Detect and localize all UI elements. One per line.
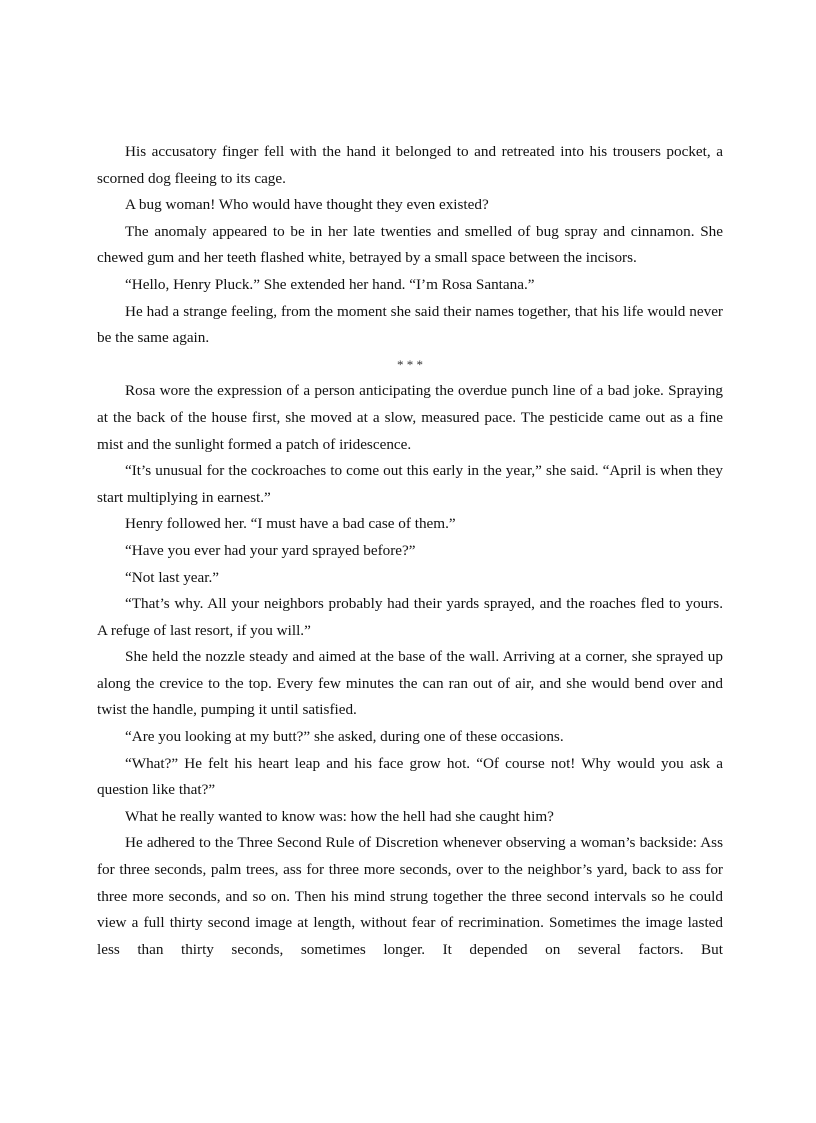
paragraph: “It’s unusual for the cockroaches to come out this early in the year,” she said. “April is when they start multiplying in earnest.” <box>97 462 723 506</box>
paragraph: She held the nozzle steady and aimed at the base of the wall. Arriving at a corner, she sprayed up along the crevice to the top. Every few minutes the can ran out of air, and she would bend over and twist the handle, pumping it until satisfied. <box>97 648 723 719</box>
paragraph: “Not last year.” <box>125 568 220 586</box>
paragraph: His accusatory finger fell with the hand it belonged to and retreated into his trousers pocket, a scorned dog fleeing to its cage. <box>97 143 723 187</box>
paragraph: He adhered to the Three Second Rule of Discretion whenever observing a woman’s backside: Ass for three seconds, palm trees, ass for three more seconds, over to the neighbor’s yard, back to ass for three more seconds, and so on. Then his mind strung together the three second intervals so he could view a full thirty second image at length, without fear of recrimination. Sometimes the image lasted less than thirty seconds, sometimes longer. It depended on several factors. But <box>97 834 723 958</box>
paragraph: Henry followed her. “I must have a bad case of them.” <box>125 515 456 533</box>
paragraph: The anomaly appeared to be in her late twenties and smelled of bug spray and cinnamon. She chewed gum and her teeth flashed white, betrayed by a small space between the incisors. <box>97 222 723 267</box>
paragraph: “Are you looking at my butt?” she asked, during one of these occasions. <box>125 728 564 746</box>
paragraph: “Hello, Henry Pluck.” She extended her hand. “I’m Rosa Santana.” <box>125 275 535 293</box>
paragraph: “That’s why. All your neighbors probably had their yards sprayed, and the roaches fled to yours. A refuge of last resort, if you will.” <box>97 595 723 639</box>
paragraph: Rosa wore the expression of a person anticipating the overdue punch line of a bad joke. Spraying at the back of the house first, she moved at a slow, measured pace. The pesticide came out as a fine mist and the sunlight formed a patch of iridescence. <box>97 382 723 453</box>
paragraph: “Have you ever had your yard sprayed before?” <box>125 541 416 559</box>
paragraph: What he really wanted to know was: how the hell had she caught him? <box>125 807 554 825</box>
scene-break: * * * <box>397 356 423 372</box>
document-page <box>97 139 723 963</box>
paragraph: A bug woman! Who would have thought they even existed? <box>125 196 489 214</box>
paragraph: He had a strange feeling, from the moment she said their names together, that his life would never be the same again. <box>97 302 723 347</box>
paragraph: “What?” He felt his heart leap and his face grow hot. “Of course not! Why would you ask a question like that?” <box>97 754 723 799</box>
